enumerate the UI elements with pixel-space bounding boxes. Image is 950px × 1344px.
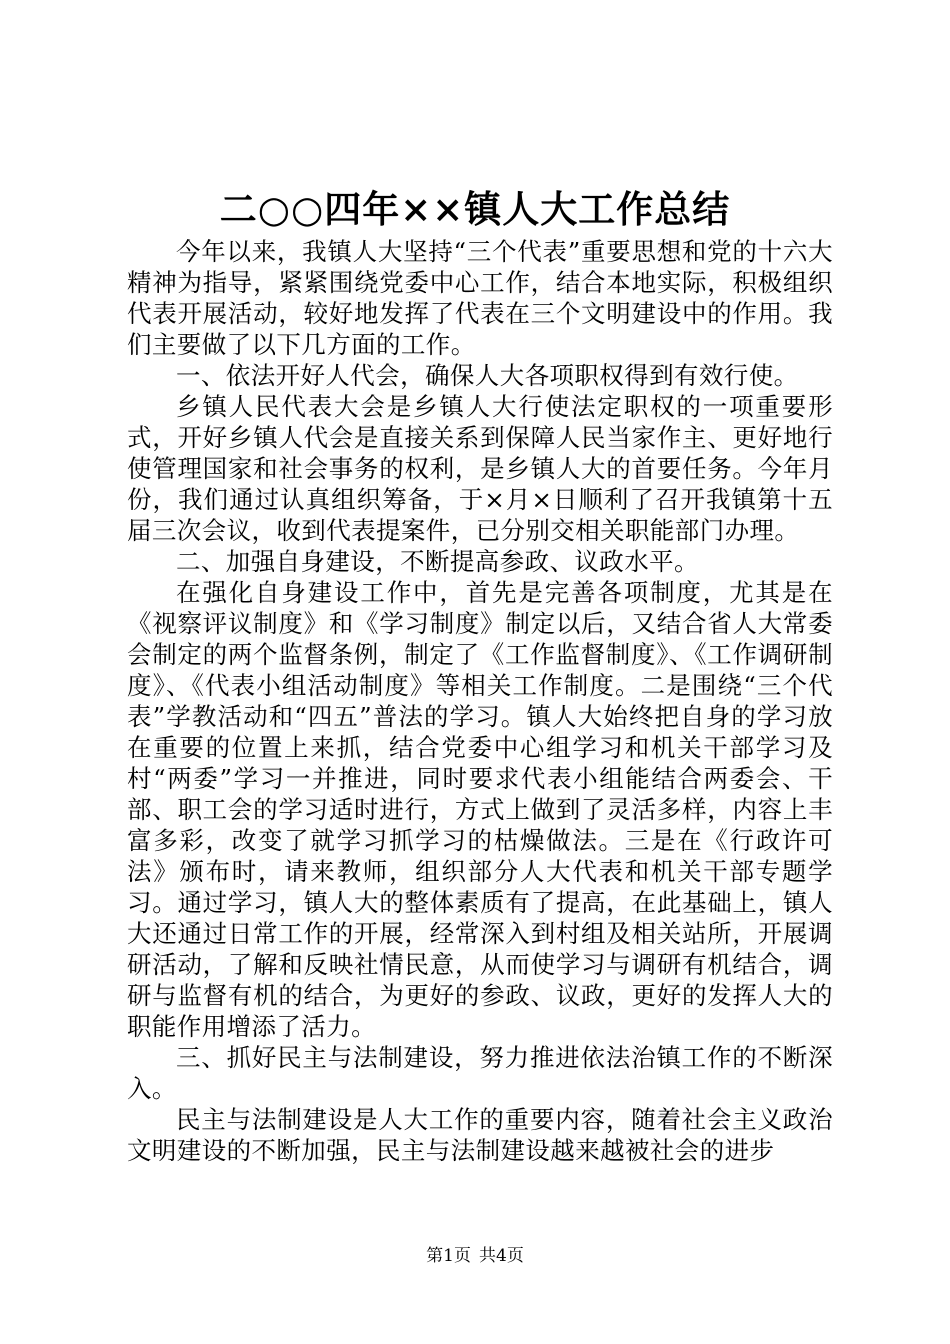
document-title: 二○○四年××镇人大工作总结 <box>219 187 731 231</box>
document-body <box>127 236 833 1166</box>
paragraph-section-2: 在强化自身建设工作中，首先是完善各项制度，尤其是在《视察评议制度》和《学习制度》制定以后，又结合省人大常委会制定的两个监督条例，制定了《工作监督制度》、《工作调研制度》、《代表小组活动制度》等相关工作制度。二是围绕“三个代表”学教活动和“四五”普法的学习。镇人大始终把自身的学习放在重要的位置上来抓，结合党委中心组学习和机关干部学习及村“两委”学习一并推进，同时要求代表小组能结合两委会、干部、职工会的学习适时进行，方式上做到了灵活多样，内容上丰富多彩，改变了就学习抓学习的枯燥做法。三是在《行政许可法》颁布时，请来教师，组织部分人大代表和机关干部专题学习。通过学习，镇人大的整体素质有了提高，在此基础上，镇人大还通过日常工作的开展，经常深入到村组及相关站所，开展调研活动，了解和反映社情民意，从而使学习与调研有机结合，调研与监督有机的结合，为更好的参政、议政，更好的发挥人大的职能作用增添了活力。 <box>127 578 833 1041</box>
page-number: 第1页 <box>426 1246 471 1266</box>
paragraph-section-1: 乡镇人民代表大会是乡镇人大行使法定职权的一项重要形式，开好乡镇人代会是直接关系到保障人民当家作主、更好地行使管理国家和社会事务的权利，是乡镇人大的首要任务。今年月份，我们通过认真组织筹备，于×月×日顺利了召开我镇第十五届三次会议，收到代表提案件，已分别交相关职能部门办理。 <box>127 392 833 545</box>
page-total: 共4页 <box>479 1246 524 1266</box>
paragraph-section-3: 民主与法制建设是人大工作的重要内容，随着社会主义政治文明建设的不断加强，民主与法制建设越来越被社会的进步 <box>127 1105 833 1165</box>
paragraph-intro: 今年以来，我镇人大坚持“三个代表”重要思想和党的十六大精神为指导，紧紧围绕党委中心工作，结合本地实际，积极组织代表开展活动，较好地发挥了代表在三个文明建设中的作用。我们主要做了以下几方面的工作。 <box>127 237 833 359</box>
page-footer <box>0 1244 950 1268</box>
section-heading-3: 三、抓好民主与法制建设，努力推进依法治镇工作的不断深入。 <box>127 1043 833 1103</box>
section-heading-1: 一、依法开好人代会，确保人大各项职权得到有效行使。 <box>176 361 799 390</box>
section-heading-2: 二、加强自身建设，不断提高参政、议政水平。 <box>176 547 699 576</box>
